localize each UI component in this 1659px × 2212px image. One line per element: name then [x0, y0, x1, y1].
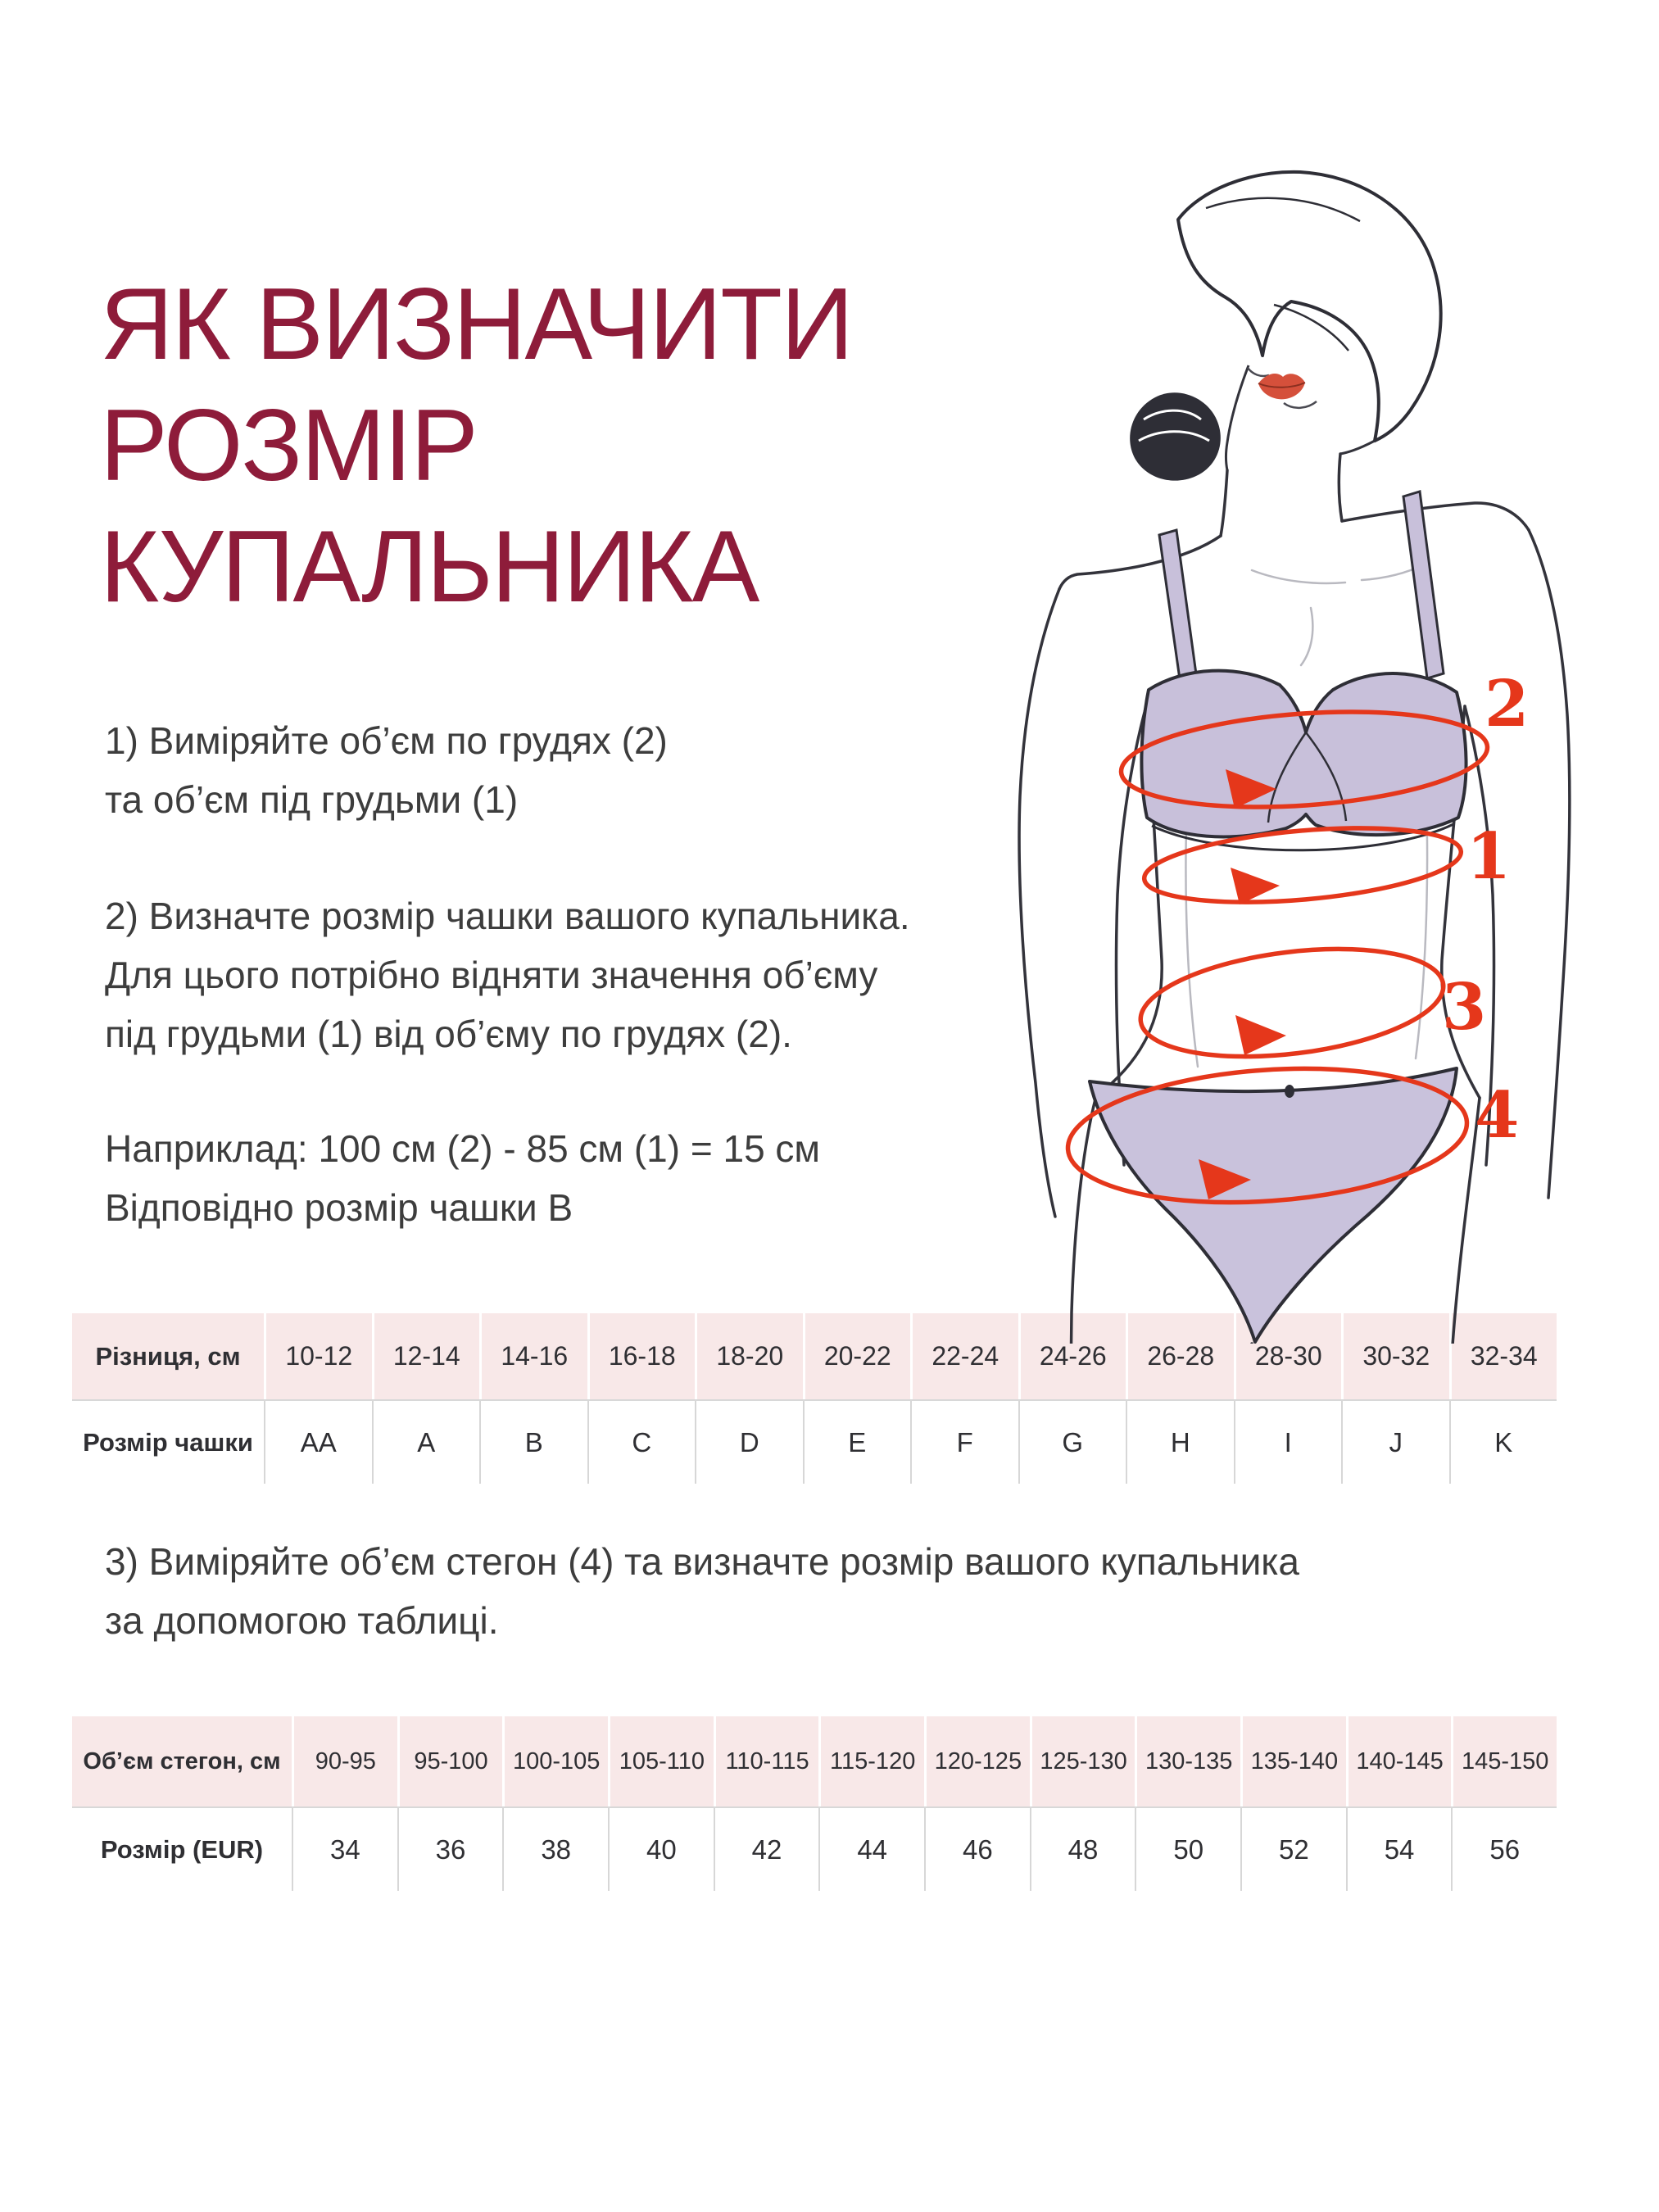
table-cell: G	[1018, 1401, 1126, 1484]
size-table-eur-row	[72, 1806, 1557, 1891]
measurement-illustration	[901, 115, 1639, 1344]
table-cell: 20-22	[803, 1313, 911, 1399]
example-line-1: Наприклад: 100 см (2) - 85 см (1) = 15 см	[105, 1127, 821, 1170]
cup-table-difference-label: Різниця, см	[95, 1341, 241, 1371]
table-cell: 18-20	[695, 1313, 803, 1399]
table-cell: 34	[292, 1808, 397, 1891]
table-cell: 32-34	[1449, 1313, 1557, 1399]
table-cell: 115-120	[818, 1716, 924, 1806]
size-table-eur-label: Розмір (EUR)	[100, 1834, 264, 1864]
bra-strap-left	[1159, 530, 1197, 685]
table-cell: 56	[1451, 1808, 1557, 1891]
woman-figure-drawing	[901, 115, 1639, 1344]
table-cell: 52	[1240, 1808, 1346, 1891]
instruction-step-2	[105, 886, 910, 1063]
example-line-2: Відповідно розмір чашки B	[105, 1186, 573, 1229]
table-cell: 50	[1135, 1808, 1240, 1891]
table-cell: 125-130	[1030, 1716, 1135, 1806]
table-cell: 110-115	[714, 1716, 819, 1806]
measure-label-2: 2	[1484, 667, 1530, 741]
panties-group	[1090, 1068, 1457, 1342]
page-title	[100, 264, 852, 628]
table-cell: 28-30	[1234, 1313, 1342, 1399]
neck-left-line	[1221, 470, 1227, 536]
cup-table-cup-row	[72, 1399, 1557, 1484]
table-cell: AA	[264, 1401, 372, 1484]
page-title-line-2: РОЗМІР	[100, 389, 477, 502]
table-cell: 90-95	[292, 1716, 397, 1806]
size-table-hip-label: Об’єм стегон, см	[83, 1747, 281, 1775]
arrowhead-underbust	[1231, 868, 1280, 904]
hair-bun	[1130, 392, 1221, 480]
measure-label-1: 1	[1466, 819, 1512, 894]
table-cell: 10-12	[264, 1313, 372, 1399]
head	[1130, 172, 1440, 481]
table-cell: J	[1341, 1401, 1449, 1484]
table-cell: D	[695, 1401, 803, 1484]
table-cell: 46	[924, 1808, 1030, 1891]
table-cell: H	[1126, 1401, 1234, 1484]
step-2-line-2: Для цього потрібно відняти значення об’єму	[105, 954, 878, 996]
panties	[1090, 1068, 1457, 1342]
arm-right-outer	[1529, 530, 1570, 1198]
collarbone-left	[1252, 570, 1345, 583]
table-cell: 140-145	[1346, 1716, 1452, 1806]
table-cell: 135-140	[1240, 1716, 1346, 1806]
nose-line	[1248, 368, 1269, 376]
table-cell: 54	[1346, 1808, 1452, 1891]
table-cell: 38	[502, 1808, 608, 1891]
table-cell: C	[587, 1401, 696, 1484]
table-cell: 145-150	[1451, 1716, 1557, 1806]
table-cell: 40	[608, 1808, 714, 1891]
table-cell: 24-26	[1018, 1313, 1126, 1399]
table-cell: 95-100	[397, 1716, 503, 1806]
table-cell: 130-135	[1135, 1716, 1240, 1806]
step-3-line-1: 3) Виміряйте об’єм стегон (4) та визначте розмір вашого купальника	[105, 1540, 1300, 1583]
table-cell: 36	[397, 1808, 503, 1891]
neck-right-line	[1339, 454, 1342, 521]
instruction-step-1	[105, 711, 668, 829]
arrowhead-waist	[1235, 1015, 1286, 1055]
step-2-line-3: під грудьми (1) від об’єму по грудях (2).	[105, 1013, 792, 1055]
table-cell: E	[803, 1401, 911, 1484]
measure-label-4: 4	[1475, 1078, 1520, 1153]
table-cell: A	[372, 1401, 480, 1484]
step-3-line-2: за допомогою таблиці.	[105, 1599, 499, 1642]
table-cell: 16-18	[587, 1313, 696, 1399]
step-1-line-2: та об’єм під грудьми (1)	[105, 778, 519, 821]
table-cell: 14-16	[479, 1313, 587, 1399]
chest-contour	[1301, 608, 1312, 665]
table-cell: 44	[818, 1808, 924, 1891]
table-cell: 42	[714, 1808, 819, 1891]
table-cell: K	[1449, 1401, 1557, 1484]
step-2-line-1: 2) Визначте розмір чашки вашого купальника.	[105, 895, 910, 937]
table-cell: 48	[1030, 1808, 1135, 1891]
table-cell: 30-32	[1341, 1313, 1449, 1399]
table-cell: B	[479, 1401, 587, 1484]
table-cell: I	[1234, 1401, 1342, 1484]
instruction-step-3	[105, 1532, 1299, 1650]
table-cell: F	[910, 1401, 1018, 1484]
navel-dot	[1285, 1085, 1294, 1098]
step-1-line-1: 1) Виміряйте об’єм по грудях (2)	[105, 719, 668, 762]
size-table-hip-row	[72, 1716, 1557, 1806]
page-title-line-3: КУПАЛЬНИКА	[100, 510, 759, 623]
shoulder-left-line	[1059, 536, 1221, 589]
example-text	[105, 1119, 820, 1237]
arm-left-outer	[1019, 589, 1059, 1217]
cup-table-cup-label: Розмір чашки	[83, 1427, 253, 1457]
table-cell: 120-125	[924, 1716, 1030, 1806]
cheek-line	[1226, 365, 1249, 470]
measure-ellipse-waist	[1135, 934, 1449, 1072]
measure-label-3: 3	[1442, 970, 1487, 1045]
page-title-line-1: ЯК ВИЗНАЧИТИ	[100, 268, 853, 381]
chin-line	[1284, 401, 1317, 408]
hair-swoosh	[1178, 172, 1441, 441]
table-cell: 22-24	[910, 1313, 1018, 1399]
bra-cups	[1141, 671, 1466, 837]
shoulder-right-line	[1342, 503, 1529, 530]
table-cell: 100-105	[502, 1716, 608, 1806]
table-cell: 26-28	[1126, 1313, 1234, 1399]
table-cell: 105-110	[608, 1716, 714, 1806]
bra-strap-right	[1403, 492, 1444, 678]
jaw-line	[1340, 441, 1375, 454]
table-cell: 12-14	[372, 1313, 480, 1399]
bra	[1141, 492, 1466, 850]
